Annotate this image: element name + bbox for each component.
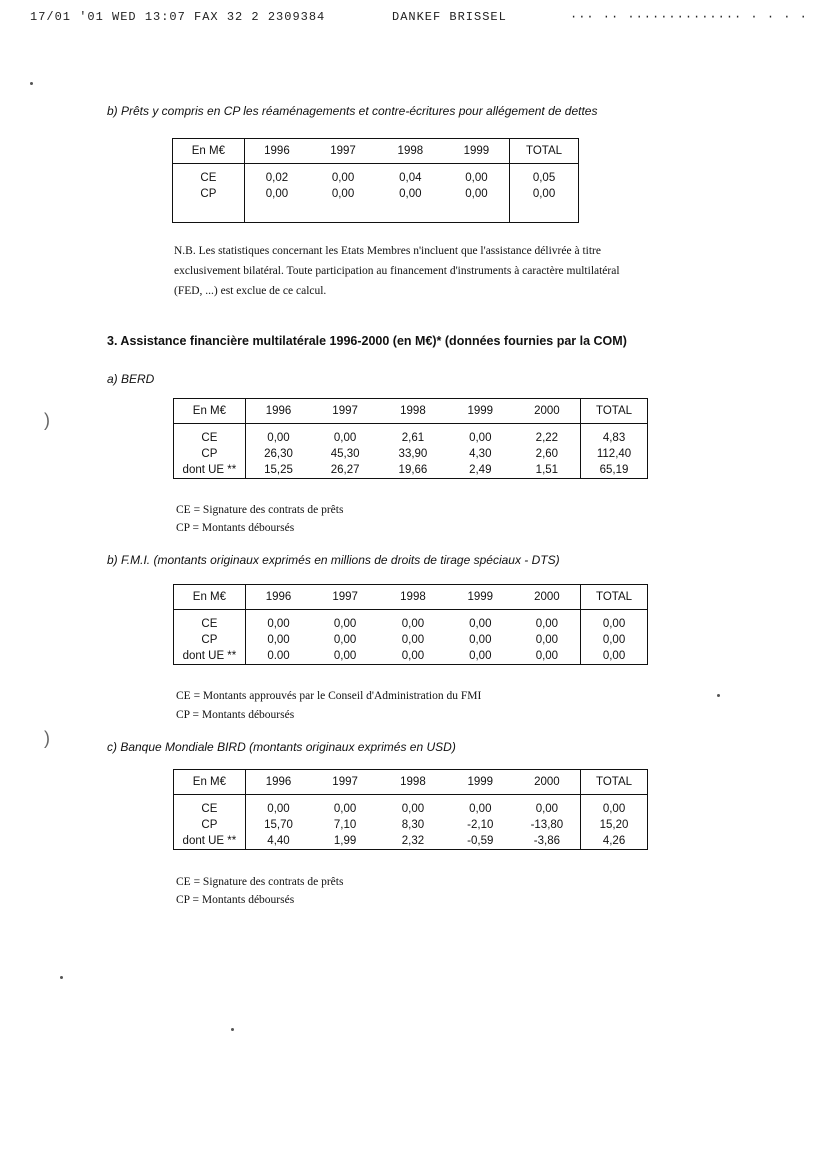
note-line: exclusivement bilatéral. Toute participation au financement d'instruments à caractère multilatéral [174, 265, 620, 277]
table-cell: 7,10 [333, 819, 357, 831]
table-cell: 112,40 [581, 446, 648, 462]
table-cell: 8,30 [401, 819, 425, 831]
table-header-row [174, 770, 648, 795]
table-cell: 0,00 [535, 803, 559, 815]
table-cell: 0,00 [401, 618, 425, 630]
table-cell: 0.00 [267, 650, 290, 662]
table-cell: 0,00 [265, 188, 289, 200]
legend-line: CE = Montants approuvés par le Conseil d'Administration du FMI [176, 690, 482, 702]
table-cell: 2,32 [401, 835, 425, 847]
header-cell: En M€ [173, 139, 245, 164]
table-cell: 0,00 [333, 803, 357, 815]
header-cell: En M€ [174, 399, 246, 424]
table-cell: 15,25 [264, 464, 293, 476]
legend-line: CP = Montants déboursés [176, 894, 295, 906]
table-header-row [174, 399, 648, 424]
table-cell: 0,00 [333, 650, 357, 662]
table-cell: 0,00 [469, 432, 492, 444]
table-cell: 0,00 [465, 172, 488, 184]
header-cell: TOTAL [581, 399, 648, 424]
scan-speck [717, 694, 720, 697]
header-cell: 2000 [514, 585, 581, 610]
table-cell: 0,00 [581, 801, 648, 817]
table-cell: 1,51 [535, 464, 559, 476]
table-row [174, 817, 648, 833]
row-label: dont UE ** [174, 833, 246, 850]
table-cell: 0,00 [535, 650, 559, 662]
table-row [173, 186, 579, 202]
row-label: CP [173, 186, 245, 202]
table-cell: 0,00 [535, 634, 559, 646]
header-cell: 1996 [245, 399, 311, 424]
table-cell: 15,20 [581, 817, 648, 833]
row-label: dont UE ** [174, 462, 246, 479]
bird-table [173, 769, 648, 850]
table-cell: 0,00 [333, 618, 357, 630]
fmi-heading: b) F.M.I. (montants originaux exprimés en millions de droits de tirage spéciaux - DTS) [107, 553, 560, 567]
header-cell: 1997 [311, 399, 379, 424]
fax-date: 17/01 '01 WED 13:07 FAX 32 2 2309384 [30, 10, 326, 24]
header-cell: TOTAL [510, 139, 579, 164]
table-cell: -13,80 [530, 819, 564, 831]
table-cell: 4,83 [581, 430, 648, 446]
berd-heading: a) BERD [107, 372, 155, 386]
table-cell: 0,00 [581, 648, 648, 665]
scan-speck [231, 1028, 234, 1031]
table-cell: 0,00 [333, 432, 357, 444]
table-cell: 0,00 [331, 172, 355, 184]
header-cell: TOTAL [581, 585, 648, 610]
legend-line: CE = Signature des contrats de prêts [176, 876, 344, 888]
header-cell: 1999 [447, 770, 514, 795]
table-cell: 0,05 [510, 170, 579, 186]
table-cell: 26,27 [330, 464, 360, 476]
table-cell: 0,00 [469, 650, 492, 662]
table-cell: 0,00 [581, 616, 648, 632]
header-cell: 1997 [311, 770, 379, 795]
loans-table [172, 138, 579, 223]
row-label: CE [173, 170, 245, 186]
table-cell: 4,26 [581, 833, 648, 850]
note-line: (FED, ...) est exclue de ce calcul. [174, 285, 327, 297]
table-cell: 0,00 [399, 188, 422, 200]
header-cell: 1996 [245, 770, 311, 795]
header-cell: En M€ [174, 770, 246, 795]
table-cell: 0,00 [331, 188, 355, 200]
header-cell: 1997 [311, 585, 379, 610]
header-cell: 2000 [514, 770, 581, 795]
table-cell: 2,22 [535, 432, 559, 444]
header-cell: TOTAL [581, 770, 648, 795]
loans-heading: b) Prêts y compris en CP les réaménagements et contre-écritures pour allégement de dettes [107, 104, 598, 118]
table-row [174, 833, 648, 850]
table-cell: 0,00 [510, 186, 579, 202]
header-cell: 1999 [447, 585, 514, 610]
header-cell: 1998 [379, 399, 447, 424]
row-label: CP [174, 446, 246, 462]
table-cell: 0,00 [267, 432, 290, 444]
header-cell: 2000 [514, 399, 581, 424]
table-cell: 1,99 [333, 835, 357, 847]
table-cell: -2,10 [467, 819, 494, 831]
table-cell: -0,59 [467, 835, 494, 847]
table-cell: 0,04 [399, 172, 422, 184]
table-cell: 19,66 [398, 464, 428, 476]
header-cell: 1998 [379, 770, 447, 795]
punch-hole-mark: ) [44, 728, 50, 748]
header-cell: 1996 [244, 139, 309, 164]
table-row [174, 616, 648, 632]
table-header-row [174, 585, 648, 610]
table-cell: 0,00 [401, 634, 425, 646]
table-cell: 4,30 [469, 448, 492, 460]
scan-speck [30, 82, 33, 85]
header-cell: 1997 [309, 139, 377, 164]
table-cell: 0,02 [265, 172, 289, 184]
row-label: CP [174, 817, 246, 833]
note-line: N.B. Les statistiques concernant les Etats Membres n'incluent que l'assistance délivrée à titre [174, 245, 601, 257]
scan-speck [60, 976, 63, 979]
table-cell: 45,30 [330, 448, 360, 460]
row-label: CE [174, 801, 246, 817]
fmi-table [173, 584, 648, 665]
table-cell: 2,49 [469, 464, 492, 476]
table-cell: 0,00 [333, 634, 357, 646]
row-label: CP [174, 632, 246, 648]
table-header-row [173, 139, 579, 164]
table-cell: -3,86 [533, 835, 560, 847]
table-cell: 4,40 [267, 835, 290, 847]
header-cell: 1998 [377, 139, 444, 164]
fax-header-right: ··· ·· ·············· · · · · [570, 10, 808, 24]
table-cell: 33,90 [398, 448, 428, 460]
table-cell: 0,00 [267, 803, 290, 815]
table-cell: 26,30 [264, 448, 293, 460]
table-cell: 65,19 [581, 462, 648, 479]
row-label: dont UE ** [174, 648, 246, 665]
header-cell: En M€ [174, 585, 246, 610]
table-cell: 0,00 [465, 188, 488, 200]
table-cell: 0,00 [469, 803, 492, 815]
table-cell: 0,00 [267, 618, 290, 630]
punch-hole-mark: ) [44, 410, 50, 430]
table-cell: 0,00 [469, 618, 492, 630]
table-row [174, 632, 648, 648]
table-row [173, 170, 579, 186]
table-row [174, 462, 648, 479]
legend-line: CP = Montants déboursés [176, 709, 295, 721]
berd-table [173, 398, 648, 479]
legend-line: CP = Montants déboursés [176, 522, 295, 534]
table-cell: 2,61 [401, 432, 425, 444]
table-cell: 0,00 [401, 803, 425, 815]
table-cell: 0,00 [469, 634, 492, 646]
table-cell: 2,60 [535, 448, 559, 460]
table-cell: 0,00 [401, 650, 425, 662]
table-row [174, 801, 648, 817]
row-label: CE [174, 430, 246, 446]
legend-line: CE = Signature des contrats de prêts [176, 504, 344, 516]
header-cell: 1996 [245, 585, 311, 610]
header-cell: 1999 [447, 399, 514, 424]
table-row [174, 430, 648, 446]
section3-heading: 3. Assistance financière multilatérale 1996-2000 (en M€)* (données fournies par la COM) [107, 334, 627, 348]
table-row [174, 648, 648, 665]
header-cell: 1998 [379, 585, 447, 610]
table-cell: 0,00 [267, 634, 290, 646]
table-cell: 0,00 [535, 618, 559, 630]
header-cell: 1999 [444, 139, 510, 164]
fax-sender: DANKEF BRISSEL [392, 10, 507, 24]
row-label: CE [174, 616, 246, 632]
fax-header [30, 10, 808, 28]
table-cell: 0,00 [581, 632, 648, 648]
table-row [174, 446, 648, 462]
bird-heading: c) Banque Mondiale BIRD (montants originaux exprimés en USD) [107, 740, 456, 754]
table-cell: 15,70 [264, 819, 293, 831]
